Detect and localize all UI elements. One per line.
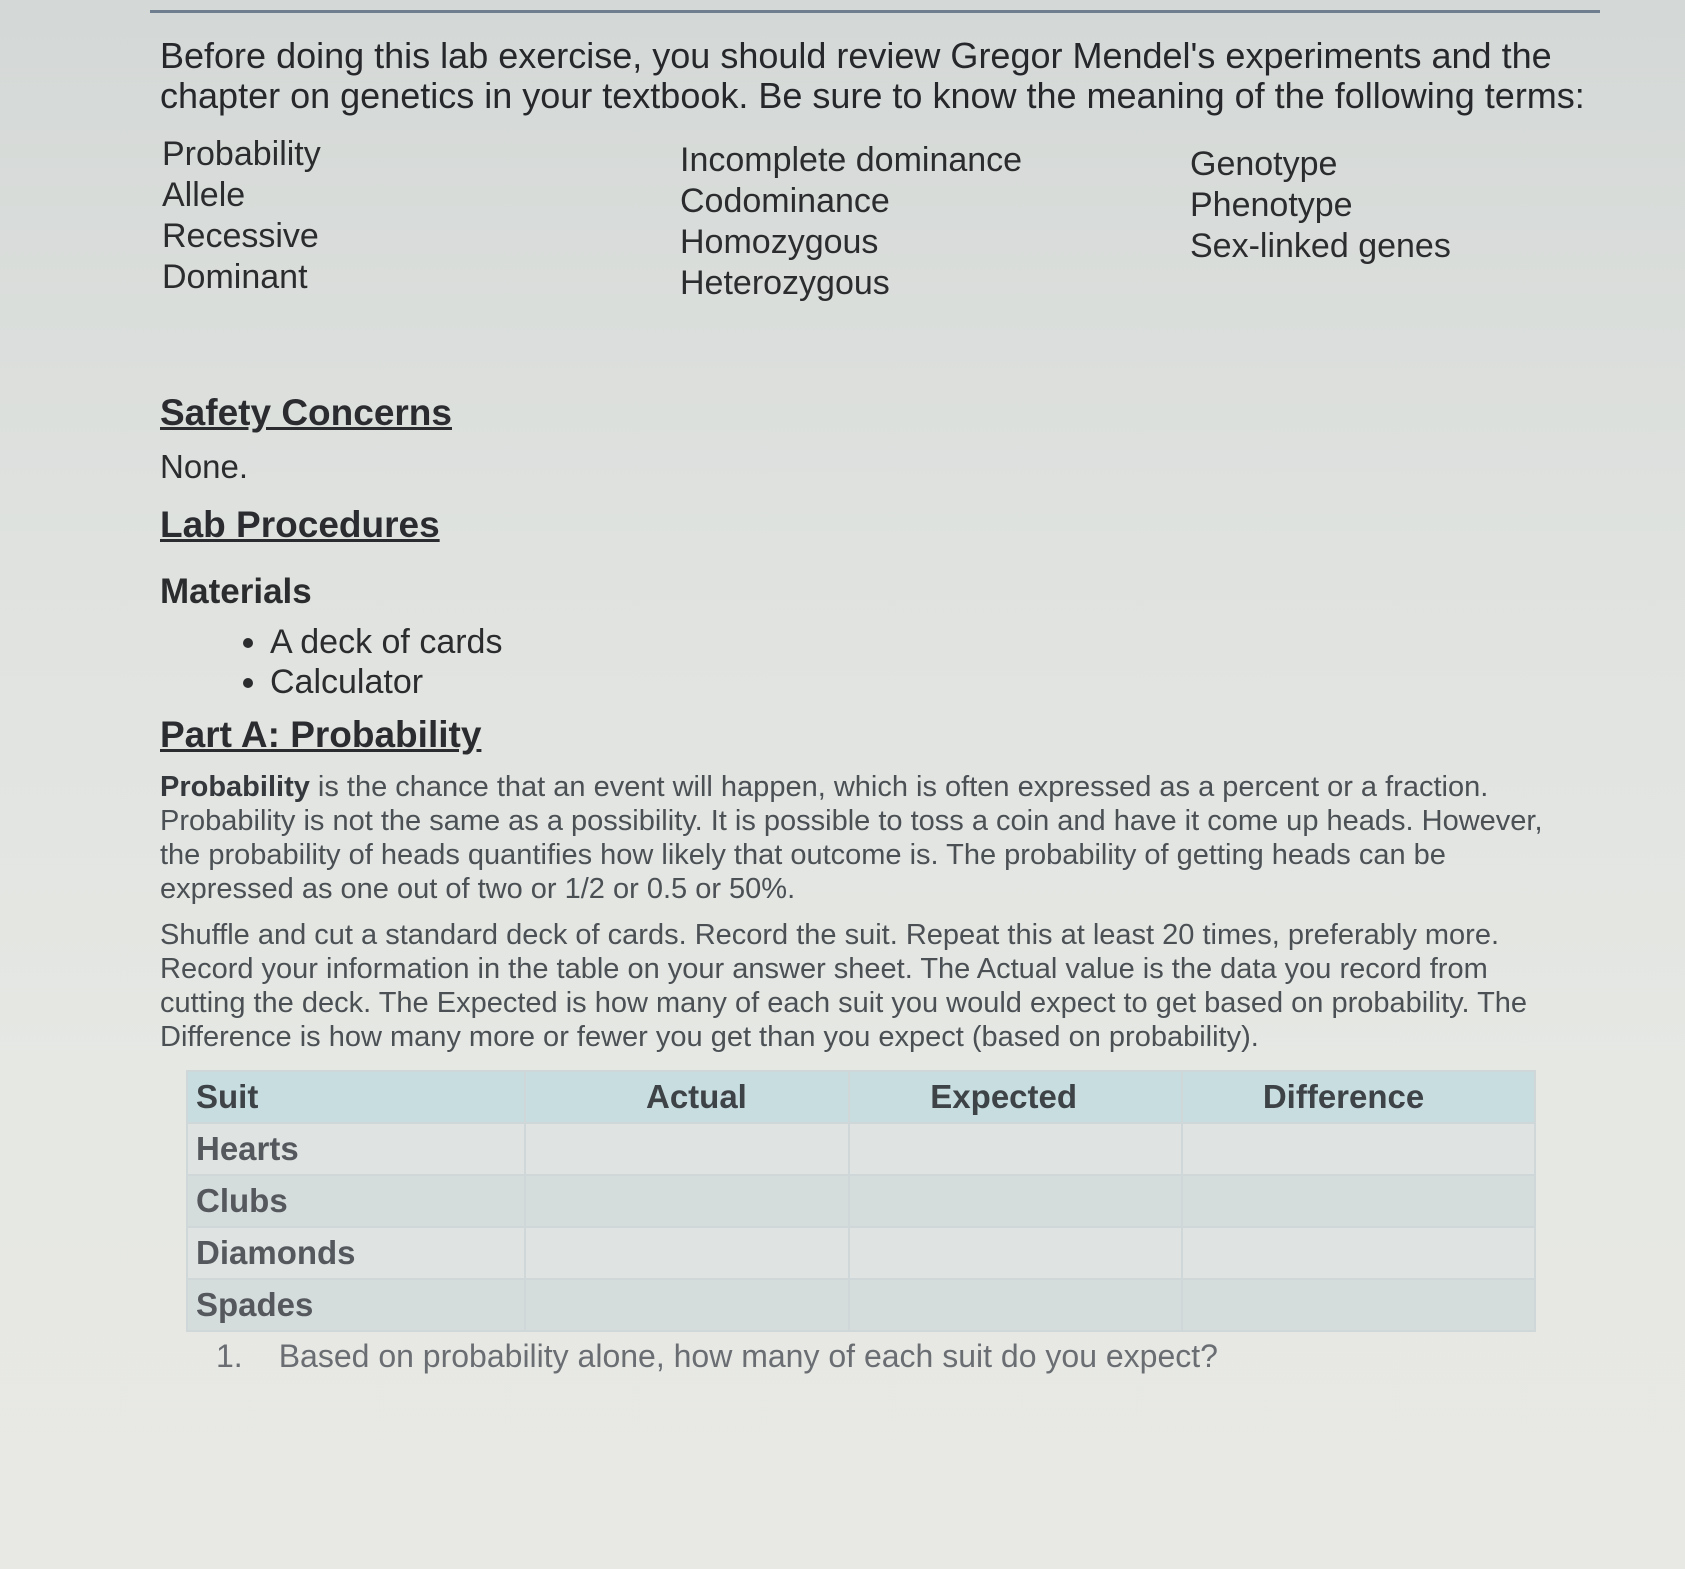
materials-heading: Materials: [160, 572, 312, 611]
intro-paragraph: Before doing this lab exercise, you should review Gregor Mendel's experiments and the chapter on genetics in your textbook. Be sure to know the meaning of the following terms:: [160, 35, 1585, 116]
terms-column-1: [162, 134, 321, 298]
lab-procedures-heading: Lab Procedures: [160, 504, 440, 545]
term-item: Sex-linked genes: [1190, 227, 1451, 265]
term-item: Codominance: [680, 182, 890, 220]
term-item: Phenotype: [1190, 186, 1353, 224]
difference-cell[interactable]: [1182, 1227, 1535, 1279]
terms-column-2: [680, 140, 1022, 304]
expected-cell[interactable]: [849, 1123, 1182, 1175]
question-text: Based on probability alone, how many of each suit do you expect?: [278, 1338, 1218, 1374]
suit-cell: Diamonds: [187, 1227, 525, 1279]
actual-cell[interactable]: [525, 1227, 849, 1279]
header-suit: Suit: [187, 1071, 525, 1123]
header-difference: Difference: [1182, 1071, 1535, 1123]
actual-cell[interactable]: [525, 1123, 849, 1175]
table-header-row: [187, 1071, 1535, 1123]
expected-cell[interactable]: [849, 1279, 1182, 1331]
suit-cell: Clubs: [187, 1175, 525, 1227]
suit-table: [186, 1070, 1536, 1332]
materials-item: • Calculator: [270, 662, 1590, 702]
terms-list: [160, 134, 1590, 324]
term-item: Homozygous: [680, 223, 879, 261]
table-row: [187, 1175, 1535, 1227]
document-page: [160, 36, 1590, 1375]
actual-cell[interactable]: [525, 1279, 849, 1331]
page-top-rule: [150, 10, 1600, 13]
expected-cell[interactable]: [849, 1227, 1182, 1279]
materials-list: [160, 622, 1590, 702]
question-number: 1.: [216, 1338, 243, 1374]
probability-definition: is the chance that an event will happen, which is often expressed as a percent or a fraction. Probability is not the same as a possibility. It is possible to toss a coin and have it come up heads. However, the probability of heads quantifies how likely that outcome is. The probability of getting heads can be expressed as one out of two or 1/2 or 0.5 or 50%.: [160, 771, 1543, 905]
header-actual: Actual: [525, 1071, 849, 1123]
term-item: Probability: [162, 135, 321, 173]
question-1: [216, 1338, 1590, 1375]
safety-heading: Safety Concerns: [160, 392, 452, 433]
term-item: Allele: [162, 176, 246, 214]
terms-column-3: [1190, 144, 1451, 267]
suit-cell: Hearts: [187, 1123, 525, 1175]
probability-paragraph: [160, 770, 1550, 906]
table-row: [187, 1123, 1535, 1175]
term-item: Incomplete dominance: [680, 141, 1023, 179]
part-a-heading: Part A: Probability: [160, 714, 482, 755]
difference-cell[interactable]: [1182, 1175, 1535, 1227]
expected-cell[interactable]: [849, 1175, 1182, 1227]
difference-cell[interactable]: [1182, 1123, 1535, 1175]
term-item: Heterozygous: [680, 264, 890, 302]
safety-text: None.: [160, 448, 249, 485]
difference-cell[interactable]: [1182, 1279, 1535, 1331]
suit-cell: Spades: [187, 1279, 525, 1331]
term-item: Dominant: [162, 258, 308, 296]
table-row: [187, 1279, 1535, 1331]
table-row: [187, 1227, 1535, 1279]
actual-cell[interactable]: [525, 1175, 849, 1227]
term-item: Genotype: [1190, 145, 1338, 183]
instructions-paragraph: Shuffle and cut a standard deck of cards. Record the suit. Repeat this at least 20 times, preferably more. Record your information in the table on your answer sheet. The Actual value is the data you record from cutting the deck. The Expected is how many of each suit you would expect to get based on probability. The Difference is how many more or fewer you get than you expect (based on probability).: [160, 919, 1528, 1053]
header-expected: Expected: [849, 1071, 1182, 1123]
probability-term: Probability: [160, 771, 310, 803]
materials-item: • A deck of cards: [270, 622, 1590, 662]
term-item: Recessive: [162, 217, 319, 255]
